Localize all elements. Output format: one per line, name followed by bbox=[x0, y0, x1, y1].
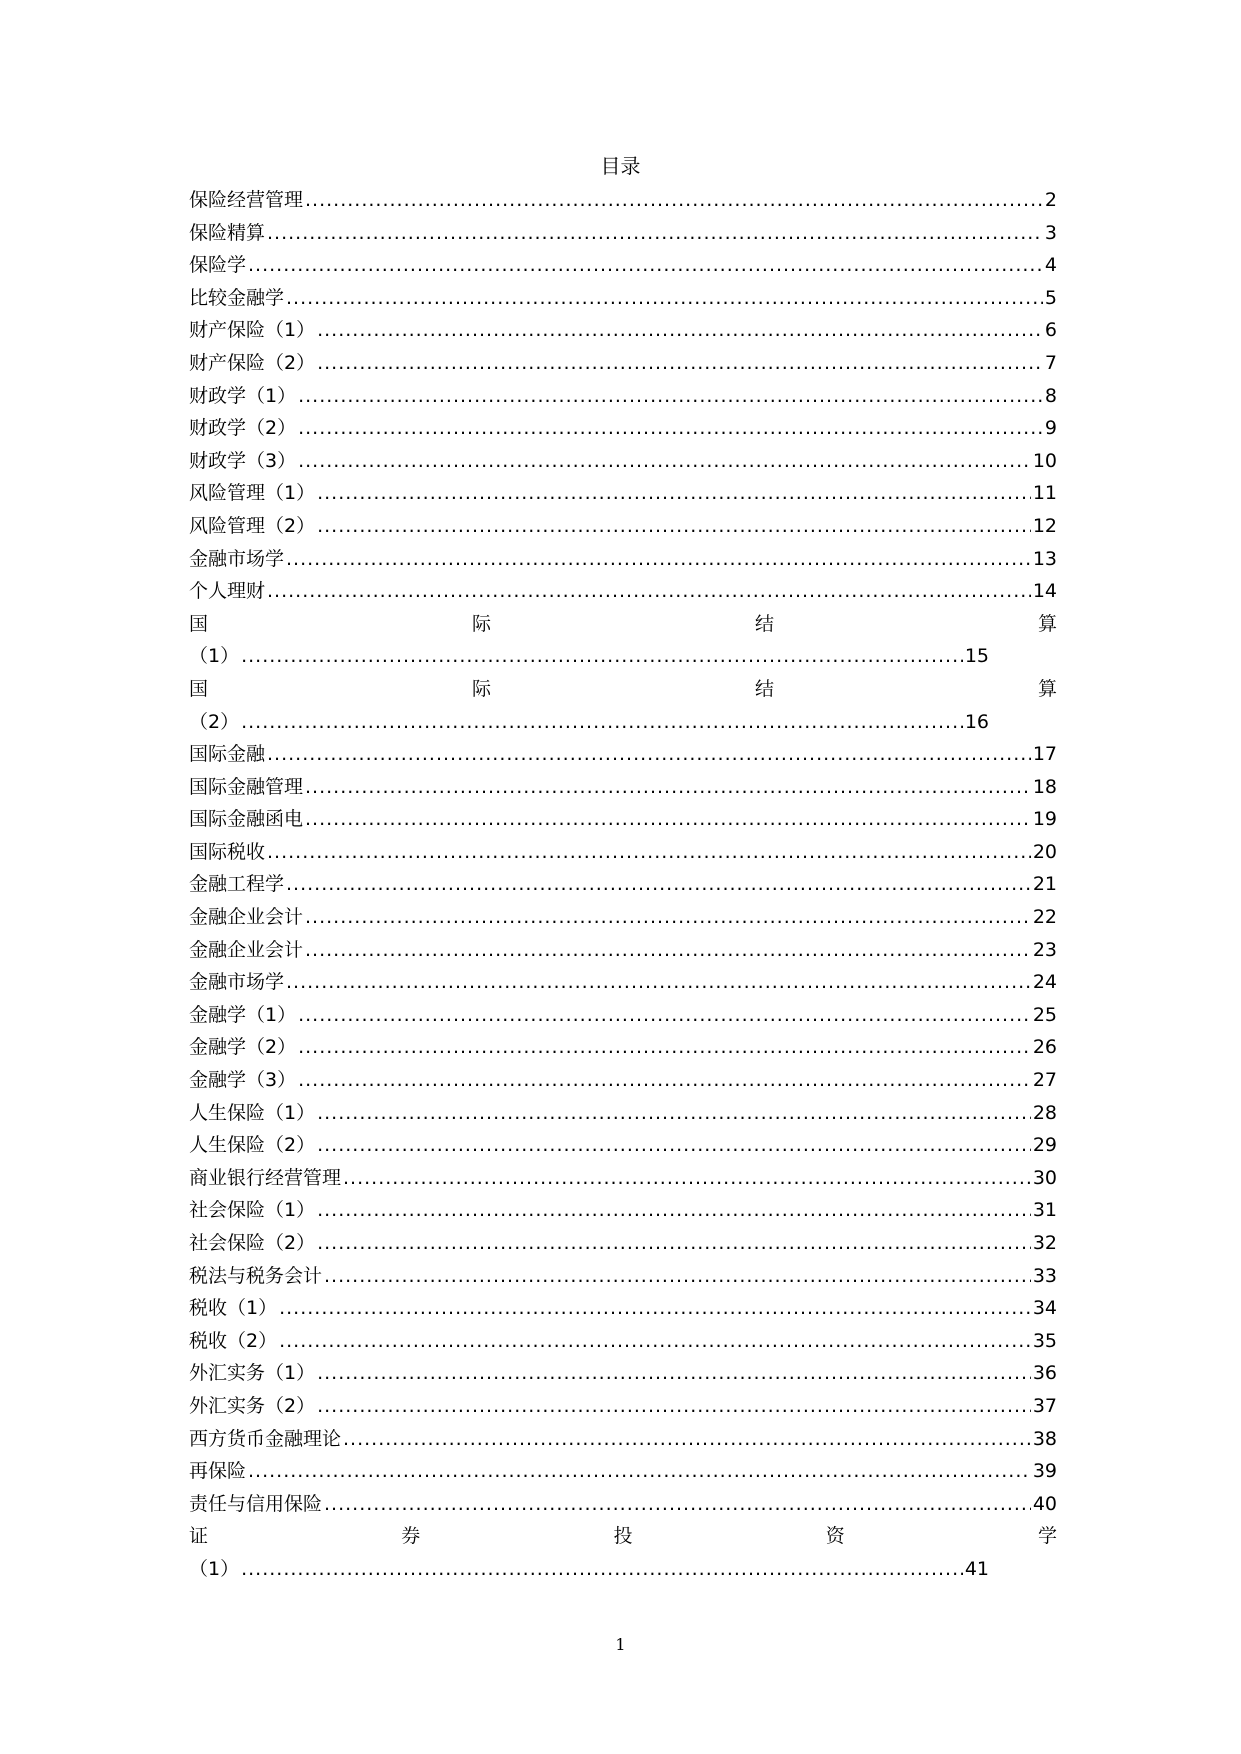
toc-entry-page: 39 bbox=[1032, 1460, 1057, 1483]
dot-leader bbox=[298, 1069, 1031, 1091]
toc-entry-suffix: （1） bbox=[189, 645, 240, 668]
toc-entry-label: 金融企业会计 bbox=[189, 906, 304, 929]
toc-entry-label: 税收（1） bbox=[189, 1297, 278, 1320]
dot-leader bbox=[305, 776, 1031, 798]
toc-entry-page: 28 bbox=[1032, 1101, 1057, 1124]
dot-leader bbox=[241, 1558, 963, 1580]
toc-split-continuation[interactable] bbox=[189, 707, 989, 740]
dot-leader bbox=[241, 645, 963, 667]
toc-entry[interactable] bbox=[189, 1489, 1057, 1522]
split-char: 算 bbox=[1037, 677, 1057, 700]
toc-entry[interactable] bbox=[189, 869, 1057, 902]
toc-entry[interactable] bbox=[189, 1228, 1057, 1261]
toc-entry-page: 15 bbox=[964, 645, 989, 668]
toc-entry-page: 27 bbox=[1032, 1069, 1057, 1092]
toc-entry-label: 金融市场学 bbox=[189, 971, 285, 994]
toc-entry-page: 8 bbox=[1044, 384, 1057, 407]
toc-entry[interactable] bbox=[189, 1261, 1057, 1294]
dot-leader bbox=[317, 1134, 1031, 1156]
dot-leader bbox=[279, 1297, 1031, 1319]
toc-entry-label: 国际金融管理 bbox=[189, 775, 304, 798]
toc-entry-page: 34 bbox=[1032, 1297, 1057, 1320]
toc-entry-page: 32 bbox=[1032, 1232, 1057, 1254]
toc-entry-label: 风险管理（1） bbox=[189, 482, 316, 505]
toc-entry-page: 20 bbox=[1032, 840, 1057, 863]
dot-leader bbox=[317, 319, 1043, 341]
toc-entry[interactable] bbox=[189, 1293, 1057, 1326]
toc-entry-page: 17 bbox=[1032, 743, 1057, 766]
dot-leader bbox=[317, 1362, 1031, 1384]
page-number: 1 bbox=[615, 1635, 626, 1654]
toc-entry-page: 30 bbox=[1032, 1166, 1057, 1189]
toc-entry-label: 财政学（2） bbox=[189, 417, 297, 440]
toc-entry[interactable] bbox=[189, 218, 1057, 251]
dot-leader bbox=[286, 287, 1043, 309]
toc-entry-label: 财政学（3） bbox=[189, 449, 297, 472]
dot-leader bbox=[298, 1036, 1031, 1058]
toc-entry[interactable] bbox=[189, 935, 1057, 968]
split-char: 学 bbox=[1037, 1525, 1057, 1548]
toc-entry[interactable] bbox=[189, 902, 1057, 935]
toc-entry[interactable] bbox=[189, 381, 1057, 414]
toc-split-entry[interactable] bbox=[189, 674, 1057, 707]
toc-entry-page: 37 bbox=[1032, 1394, 1057, 1417]
toc-entry-label: 西方货币金融理论 bbox=[189, 1427, 342, 1450]
toc-entry-page: 21 bbox=[1032, 873, 1057, 896]
split-char: 国 bbox=[189, 612, 209, 635]
toc-entry-label: 比较金融学 bbox=[189, 286, 285, 309]
split-char: 际 bbox=[471, 612, 491, 635]
toc-entry-label: 保险经营管理 bbox=[189, 189, 304, 211]
toc-title: 目录 bbox=[600, 154, 641, 178]
dot-leader bbox=[317, 482, 1031, 504]
toc-entry-page: 29 bbox=[1032, 1134, 1057, 1157]
dot-leader bbox=[298, 417, 1043, 439]
dot-leader bbox=[317, 1232, 1031, 1254]
dot-leader bbox=[305, 808, 1031, 830]
toc-entry-page: 41 bbox=[964, 1557, 989, 1580]
toc-entry-page: 25 bbox=[1032, 1003, 1057, 1026]
toc-entry-label: 保险精算 bbox=[189, 221, 266, 244]
table-of-contents bbox=[189, 185, 1057, 1587]
toc-entry-label: 再保险 bbox=[189, 1460, 247, 1483]
toc-entry[interactable] bbox=[189, 283, 1057, 316]
dot-leader bbox=[343, 1167, 1031, 1189]
toc-entry-page: 9 bbox=[1044, 417, 1057, 440]
toc-entry-label: 商业银行经营管理 bbox=[189, 1166, 342, 1189]
toc-entry[interactable] bbox=[189, 1065, 1057, 1098]
toc-entry-page: 16 bbox=[964, 710, 989, 733]
toc-entry-label: 人生保险（2） bbox=[189, 1134, 316, 1157]
toc-entry[interactable] bbox=[189, 967, 1057, 1000]
toc-entry[interactable] bbox=[189, 1000, 1057, 1033]
toc-entry-page: 11 bbox=[1032, 482, 1057, 505]
dot-leader bbox=[241, 711, 963, 733]
toc-split-entry[interactable] bbox=[189, 1521, 1057, 1554]
toc-entry-label: 金融学（2） bbox=[189, 1036, 297, 1059]
toc-entry-page: 4 bbox=[1044, 254, 1057, 277]
toc-entry-page: 12 bbox=[1032, 514, 1057, 537]
toc-entry[interactable] bbox=[189, 1456, 1057, 1489]
toc-entry-page: 40 bbox=[1032, 1492, 1057, 1515]
dot-leader bbox=[324, 1265, 1031, 1287]
toc-entry-page: 3 bbox=[1044, 221, 1057, 244]
toc-entry-page: 31 bbox=[1032, 1199, 1057, 1222]
toc-entry-page: 18 bbox=[1032, 775, 1057, 798]
split-char: 国 bbox=[189, 677, 209, 700]
dot-leader bbox=[286, 971, 1031, 993]
toc-entry[interactable] bbox=[189, 804, 1057, 837]
toc-entry[interactable] bbox=[189, 739, 1057, 772]
toc-entry-label: 社会保险（1） bbox=[189, 1199, 316, 1222]
dot-leader bbox=[305, 189, 1043, 211]
toc-entry-label: 金融市场学 bbox=[189, 547, 285, 570]
toc-entry[interactable] bbox=[189, 772, 1057, 805]
toc-entry[interactable] bbox=[189, 315, 1057, 348]
dot-leader bbox=[298, 1004, 1031, 1026]
toc-entry-label: 金融工程学 bbox=[189, 873, 285, 896]
toc-entry[interactable] bbox=[189, 1130, 1057, 1163]
toc-entry-label: 风险管理（2） bbox=[189, 514, 316, 537]
toc-entry[interactable] bbox=[189, 837, 1057, 870]
dot-leader bbox=[248, 1460, 1031, 1482]
dot-leader bbox=[305, 939, 1031, 961]
toc-entry-label: 外汇实务（2） bbox=[189, 1394, 316, 1417]
toc-entry-page: 26 bbox=[1032, 1036, 1057, 1059]
toc-entry[interactable] bbox=[189, 478, 1057, 511]
toc-entry-label: 人生保险（1） bbox=[189, 1101, 316, 1124]
dot-leader bbox=[298, 450, 1031, 472]
toc-entry-page: 6 bbox=[1044, 319, 1057, 342]
split-char: 券 bbox=[401, 1525, 421, 1548]
toc-entry-page: 14 bbox=[1032, 580, 1057, 603]
toc-entry-label: 责任与信用保险 bbox=[189, 1492, 323, 1515]
split-char: 结 bbox=[754, 612, 774, 635]
toc-entry[interactable] bbox=[189, 1424, 1057, 1457]
toc-entry[interactable] bbox=[189, 348, 1057, 381]
dot-leader bbox=[248, 254, 1043, 276]
dot-leader bbox=[267, 580, 1031, 602]
toc-entry[interactable] bbox=[189, 511, 1057, 544]
toc-entry[interactable] bbox=[189, 576, 1057, 609]
dot-leader bbox=[317, 352, 1043, 374]
toc-entry-label: 财产保险（1） bbox=[189, 319, 316, 342]
toc-entry-page: 33 bbox=[1032, 1264, 1057, 1287]
toc-entry-label: 财产保险（2） bbox=[189, 351, 316, 374]
toc-entry[interactable] bbox=[189, 1326, 1057, 1359]
toc-entry[interactable] bbox=[189, 413, 1057, 446]
toc-entry[interactable] bbox=[189, 1391, 1057, 1424]
toc-entry[interactable] bbox=[189, 446, 1057, 479]
toc-split-continuation[interactable] bbox=[189, 641, 989, 674]
toc-split-continuation[interactable] bbox=[189, 1554, 989, 1587]
toc-entry-label: 国际金融 bbox=[189, 743, 266, 766]
toc-entry[interactable] bbox=[189, 185, 1057, 218]
dot-leader bbox=[324, 1493, 1031, 1515]
toc-entry[interactable] bbox=[189, 1358, 1057, 1391]
toc-entry-page: 36 bbox=[1032, 1362, 1057, 1385]
toc-entry-label: 金融学（3） bbox=[189, 1069, 297, 1092]
toc-entry-page: 2 bbox=[1044, 189, 1057, 211]
split-char: 证 bbox=[189, 1525, 209, 1548]
toc-entry[interactable] bbox=[189, 544, 1057, 577]
split-char: 投 bbox=[613, 1525, 633, 1548]
split-char: 际 bbox=[471, 677, 491, 700]
dot-leader bbox=[305, 906, 1031, 928]
toc-entry-label: 社会保险（2） bbox=[189, 1232, 316, 1254]
toc-entry-label: 外汇实务（1） bbox=[189, 1362, 316, 1385]
toc-entry-page: 23 bbox=[1032, 938, 1057, 961]
split-char: 结 bbox=[754, 677, 774, 700]
dot-leader bbox=[298, 385, 1043, 407]
toc-entry-label: 金融企业会计 bbox=[189, 938, 304, 961]
dot-leader bbox=[279, 1330, 1031, 1352]
toc-entry[interactable] bbox=[189, 1195, 1057, 1228]
toc-entry-page: 38 bbox=[1032, 1427, 1057, 1450]
toc-entry-page: 13 bbox=[1032, 547, 1057, 570]
toc-entry[interactable] bbox=[189, 1098, 1057, 1131]
toc-entry-label: 个人理财 bbox=[189, 580, 266, 603]
split-char: 资 bbox=[825, 1525, 845, 1548]
dot-leader bbox=[317, 515, 1031, 537]
dot-leader bbox=[317, 1102, 1031, 1124]
toc-entry-page: 24 bbox=[1032, 971, 1057, 994]
toc-entry[interactable] bbox=[189, 250, 1057, 283]
toc-entry-suffix: （1） bbox=[189, 1557, 240, 1580]
dot-leader bbox=[286, 548, 1031, 570]
toc-split-entry[interactable] bbox=[189, 609, 1057, 642]
toc-entry-suffix: （2） bbox=[189, 710, 240, 733]
toc-entry-label: 税收（2） bbox=[189, 1329, 278, 1352]
toc-entry-label: 金融学（1） bbox=[189, 1003, 297, 1026]
toc-entry-label: 国际税收 bbox=[189, 840, 266, 863]
dot-leader bbox=[267, 841, 1031, 863]
toc-entry-page: 7 bbox=[1044, 351, 1057, 374]
toc-entry[interactable] bbox=[189, 1163, 1057, 1196]
toc-entry-page: 5 bbox=[1044, 286, 1057, 309]
toc-entry-page: 35 bbox=[1032, 1329, 1057, 1352]
toc-entry[interactable] bbox=[189, 1032, 1057, 1065]
toc-entry-page: 10 bbox=[1032, 449, 1057, 472]
split-char: 算 bbox=[1037, 612, 1057, 635]
dot-leader bbox=[317, 1395, 1031, 1417]
toc-entry-page: 19 bbox=[1032, 808, 1057, 831]
toc-entry-label: 税法与税务会计 bbox=[189, 1264, 323, 1287]
dot-leader bbox=[267, 222, 1043, 244]
dot-leader bbox=[343, 1428, 1031, 1450]
toc-entry-label: 财政学（1） bbox=[189, 384, 297, 407]
dot-leader bbox=[286, 873, 1031, 895]
toc-entry-label: 保险学 bbox=[189, 254, 247, 277]
toc-entry-label: 国际金融函电 bbox=[189, 808, 304, 831]
toc-entry-page: 22 bbox=[1032, 906, 1057, 929]
dot-leader bbox=[317, 1199, 1031, 1221]
dot-leader bbox=[267, 743, 1031, 765]
